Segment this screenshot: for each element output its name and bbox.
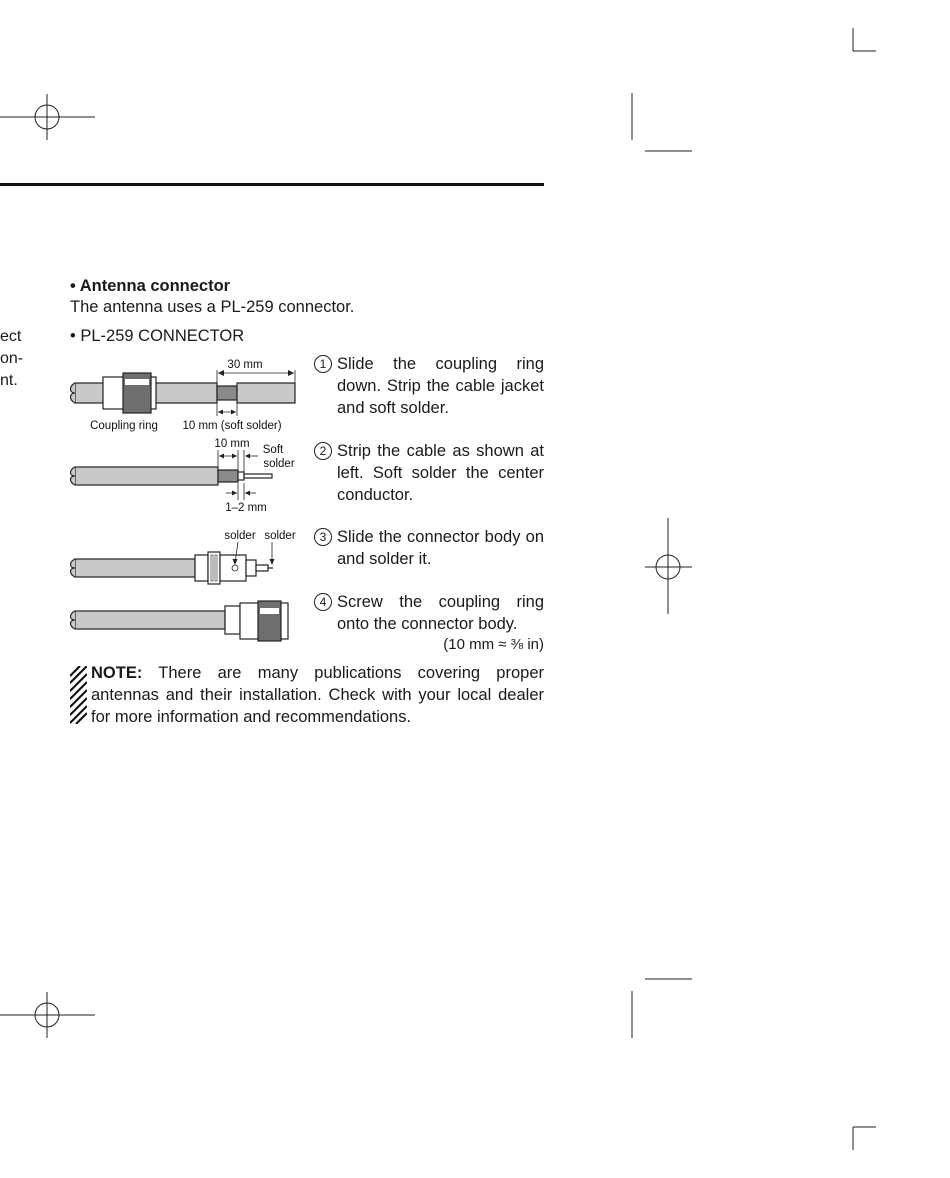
solder-label-right: solder bbox=[264, 530, 296, 542]
step-3 bbox=[314, 526, 544, 570]
dimension-label-30mm: 30 mm bbox=[227, 359, 263, 371]
unit-conversion-note: (10 mm ≈ ⅜ in) bbox=[443, 636, 544, 653]
connector-label: • PL-259 CONNECTOR bbox=[70, 327, 245, 345]
step2-cable-illustration bbox=[71, 450, 273, 500]
section-divider-rule bbox=[0, 183, 544, 186]
dimension-label-1-2mm: 1–2 mm bbox=[225, 502, 267, 514]
step-text: Screw the coupling ring onto the connector body. bbox=[337, 593, 544, 633]
solder-label-left: solder bbox=[224, 530, 256, 542]
step-text: Slide the coupling ring down. Strip the cable jacket and soft solder. bbox=[337, 355, 544, 417]
left-column-fragment: on- bbox=[0, 350, 24, 367]
note-block bbox=[70, 662, 544, 728]
note-hatch-icon bbox=[70, 666, 87, 724]
step1-cable-illustration bbox=[71, 370, 296, 416]
note-label: NOTE: bbox=[91, 664, 143, 682]
section-heading: • Antenna connector bbox=[70, 277, 231, 295]
dimension-label-10mm: 10 mm bbox=[214, 438, 250, 450]
step-number: 4 bbox=[314, 593, 332, 611]
step-2 bbox=[314, 440, 544, 506]
step-text: Strip the cable as shown at left. Soft solder the center conductor. bbox=[337, 442, 544, 504]
coupling-ring-label: Coupling ring bbox=[90, 420, 158, 432]
intro-text: The antenna uses a PL-259 connector. bbox=[70, 298, 355, 316]
solder-label: solder bbox=[263, 458, 295, 470]
dimension-label-10mm-soft-solder: 10 mm (soft solder) bbox=[182, 420, 282, 432]
step-number: 3 bbox=[314, 528, 332, 546]
soft-label: Soft bbox=[262, 444, 284, 456]
step4-cable-illustration bbox=[71, 601, 289, 641]
note-text: There are many publications covering proper antennas and their installation. Check with your local dealer for more information and recommendations. bbox=[91, 664, 544, 726]
step-1 bbox=[314, 353, 544, 419]
step-number: 1 bbox=[314, 355, 332, 373]
step-4 bbox=[314, 591, 544, 635]
step-number: 2 bbox=[314, 442, 332, 460]
pl259-assembly-diagram bbox=[60, 350, 310, 650]
step-text: Slide the connector body on and solder it. bbox=[337, 528, 544, 568]
left-column-fragment: ect bbox=[0, 328, 22, 345]
step3-cable-illustration bbox=[71, 542, 275, 584]
left-column-fragment: nt. bbox=[0, 372, 18, 389]
